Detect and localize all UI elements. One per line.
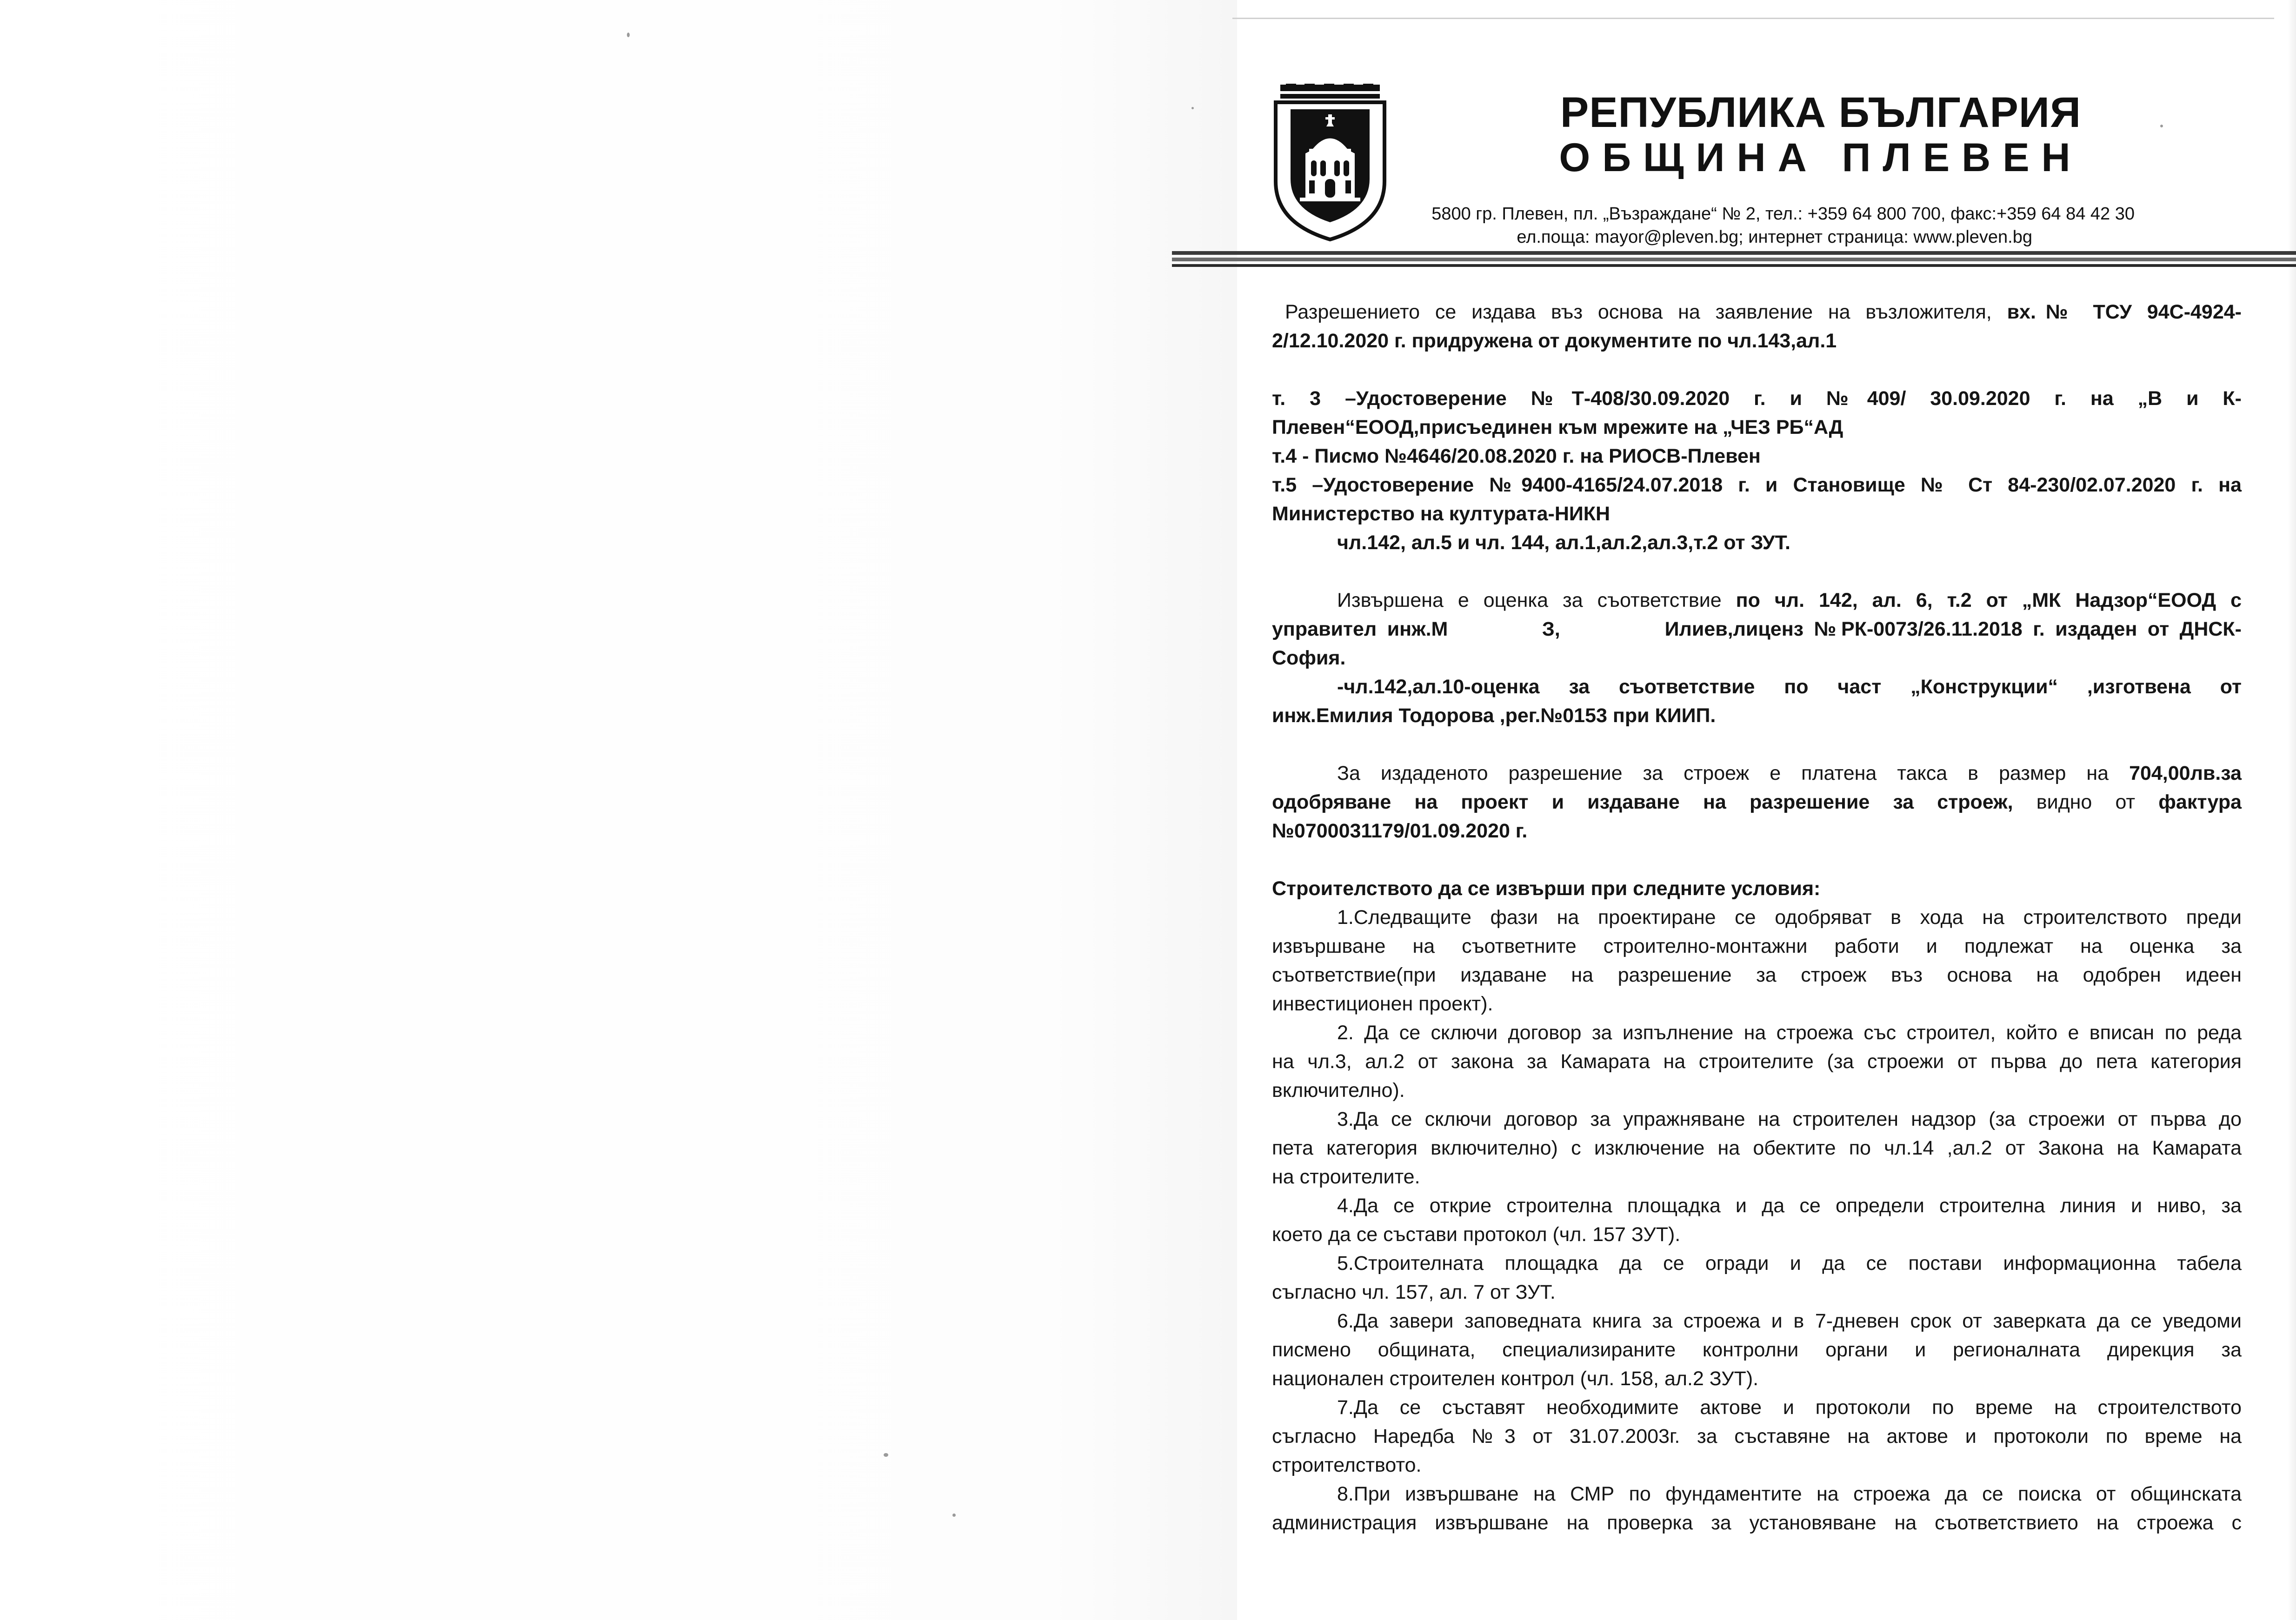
condition-line: строителството. [1272,1454,1422,1476]
condition-line: извършване на съответните строително-монтажни работи и подлежат на оценка за [1272,935,2242,957]
letterhead [1272,70,2242,274]
fee-invoice-number: №0700031179/01.09.2020 г. [1272,820,1528,842]
condition-item [1272,903,2242,1018]
intro-reference-cont: 2/12.10.2020 г. придружена от документите по чл.143,ал.1 [1272,330,1837,352]
scan-edge-line [1232,18,2274,19]
fee-amount: 704,00лв.за [2129,762,2242,784]
condition-line: 4.Да се открие строителна площадка и да се определи строителна линия и ниво, за [1337,1195,2242,1217]
scan-shadow [2288,0,2296,1620]
condition-item [1272,1307,2242,1393]
condition-line: 7.Да се съставят необходимите актове и протоколи по време на строителството [1337,1396,2242,1419]
condition-line: съгласно Наредба №3 от 31.07.2003г. за съставяне на актове и протоколи по време на [1272,1425,2242,1447]
condition-line: администрация извършване на проверка за установяване на съответствието на строежа с [1272,1512,2242,1534]
condition-item [1272,1249,2242,1307]
conditions-heading: Строителството да се извърши при следните условия: [1272,877,1821,900]
condition-item [1272,1480,2242,1537]
condition-item [1272,1191,2242,1249]
fee-invoice-label: фактура [2158,791,2242,813]
fee-line1 [1272,759,2242,788]
assessment-line3: София. [1272,647,1346,669]
condition-item [1272,1018,2242,1105]
intro-reference: вх.№ ТСУ 94С-4924- [2007,301,2242,323]
fee-evidence-text: видно от [2036,791,2136,813]
doc-item-t4: т.4 - Писмо №4646/20.08.2020 г. на РИОСВ-Плевен [1272,445,1761,467]
fee-text: За издаденото разрешение за строеж е платена такса в размер на [1337,762,2109,784]
letterhead-address [1272,202,2242,249]
address-line: 5800 гр. Плевен, пл. „Възраждане“ № 2, тел.: +359 64 800 700, факс:+359 64 84 42 30 [1431,204,2135,224]
condition-line: съгласно чл. 157, ал. 7 от ЗУТ. [1272,1281,1556,1303]
condition-item [1272,1393,2242,1480]
assessment-line1 [1272,586,2242,615]
assessment-line2: управител инж.М З, Илиев,лиценз №РК-0073/26.11.2018 г. издаден от ДНСК- [1272,618,2242,640]
letterhead-title-country: РЕПУБЛИКА БЪЛГАРИЯ [1560,89,2082,136]
document-page [1272,70,2242,1604]
intro-text: Разрешението се издава въз основа на заявление на възложителя, [1285,301,1992,323]
intro-paragraph [1272,298,2242,326]
condition-line: което да се състави протокол (чл. 157 ЗУТ). [1272,1223,1681,1246]
rule-line [1172,258,2296,261]
condition-line: 8.При извършване на СМР по фундаментите на строежа да се поиска от общинската [1337,1483,2242,1505]
document-body [1272,298,2242,1537]
letterhead-rules [1172,251,2296,270]
assessment-basis: по чл. 142, ал. 6, т.2 от „МК Надзор“ЕООД с [1736,589,2242,611]
doc-item-t5-line1: т.5 –Удостоверение №9400-4165/24.07.2018 г. и Становище № Ст 84-230/02.07.2020 г. на [1272,474,2242,496]
assessment-sub-line1: -чл.142,ал.10-оценка за съответствие по част „Конструкции“ ,изготвена от [1337,676,2242,698]
condition-line: 3.Да се сключи договор за упражняване на строителен надзор (за строежи от първа до [1337,1108,2242,1130]
contact-line: ел.поща: mayor@pleven.bg; интернет страница: www.pleven.bg [1517,227,2032,247]
fee-line2 [1272,788,2242,817]
condition-line: на строителите. [1272,1166,1420,1188]
condition-line: писмено общината, специализираните контролни органи и регионалната дирекция за [1272,1339,2242,1361]
condition-line: 1.Следващите фази на проектиране се одобряват в хода на строителството преди [1337,906,2242,929]
doc-item-t3-line1: т. 3 –Удостоверение №Т-408/30.09.2020 г. и №409/ 30.09.2020 г. на „В и К- [1272,387,2242,410]
scan-speck [627,33,630,37]
condition-line: включително). [1272,1079,1405,1102]
condition-line: пета категория включително) с изключение на обектите по чл.14 ,ал.2 от Закона на Камарата [1272,1137,2242,1159]
scan-speck [884,1453,888,1457]
doc-item-t3-line2: Плевен“ЕООД,присъединен към мрежите на „ЧЕЗ РБ“АД [1272,416,1843,438]
condition-line: инвестиционен проект). [1272,993,1493,1015]
assessment-text: Извършена е оценка за съответствие [1337,589,1722,611]
rule-line [1172,264,2296,267]
condition-line: 5.Строителната площадка да се огради и да се постави информационна табела [1337,1252,2242,1275]
scan-speck [1191,107,1194,109]
letterhead-title-municipality: ОБЩИНА ПЛЕВЕН [1559,135,2083,180]
scan-speck [952,1514,956,1517]
assessment-sub-line2: инж.Емилия Тодорова ,рег.№0153 при КИИП. [1272,704,1716,727]
condition-line: 2. Да се сключи договор за изпълнение на строежа със строител, който е вписан по реда [1337,1022,2242,1044]
doc-item-t5-line2: Министерство на културата-НИКН [1272,503,1611,525]
condition-line: съответствие(при издаване на разрешение за строеж въз основа на одобрен идеен [1272,964,2242,986]
legal-articles: чл.142, ал.5 и чл. 144, ал.1,ал.2,ал.3,т.2 от ЗУТ. [1337,531,1790,554]
condition-line: 6.Да завери заповедната книга за строежа и в 7-дневен срок от заверката да се уведоми [1337,1310,2242,1332]
fee-purpose: одобряване на проект и издаване на разрешение за строеж, [1272,791,2013,813]
condition-line: на чл.3, ал.2 от закона за Камарата на строителите (за строежи от първа до пета категория [1272,1050,2242,1073]
rule-line [1172,251,2296,255]
condition-item [1272,1105,2242,1191]
condition-line: национален строителен контрол (чл. 158, ал.2 ЗУТ). [1272,1368,1759,1390]
